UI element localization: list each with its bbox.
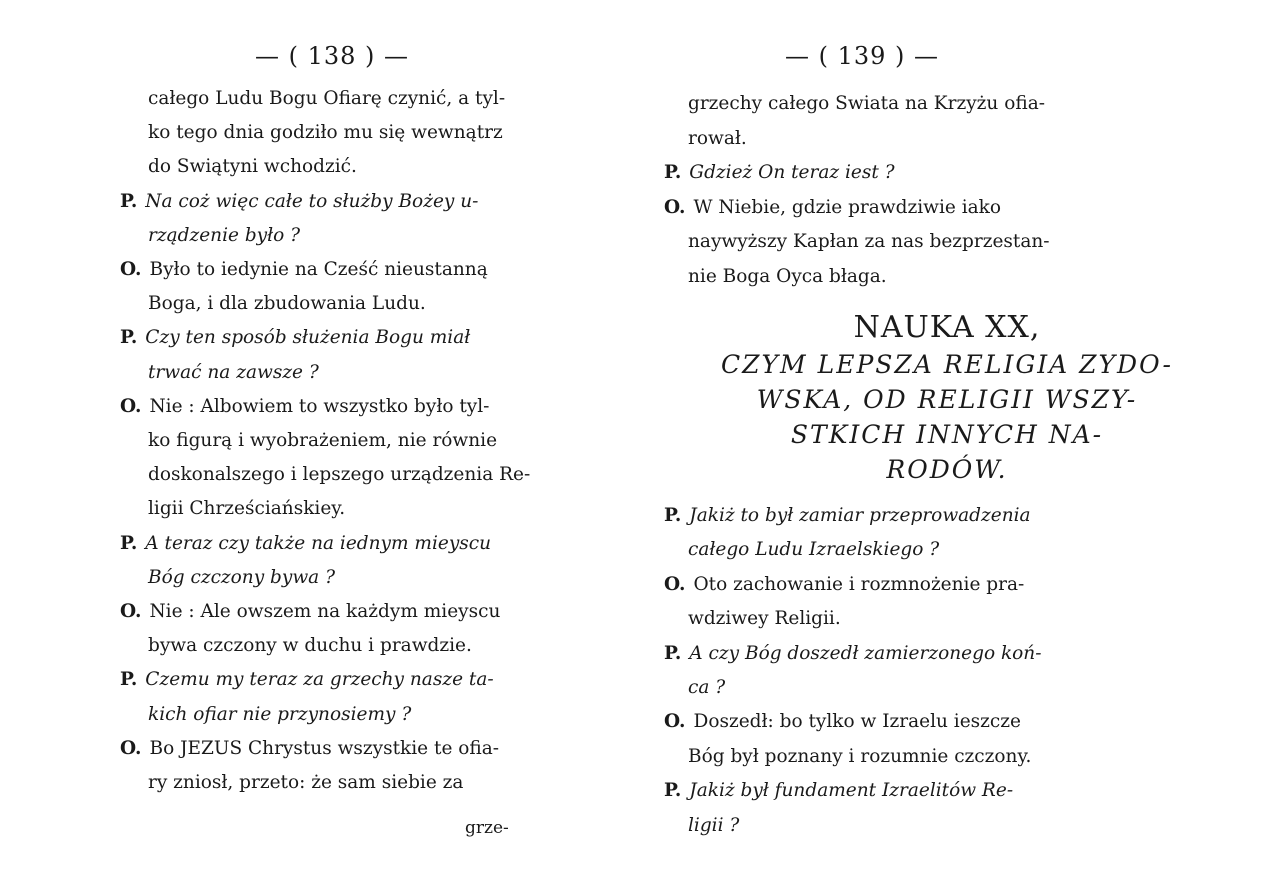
- lesson-subtitle-line: WSKA, OD RELIGII WSZY-: [756, 385, 1138, 414]
- text-line: [688, 541, 939, 560]
- text-line: [664, 782, 1013, 801]
- text-line: [688, 814, 740, 836]
- text-line: [148, 90, 505, 109]
- line-text: wdziwey Religii.: [688, 608, 841, 630]
- lesson-title: NAUKA XX,: [853, 310, 1041, 345]
- text-line: [688, 679, 725, 698]
- line-text: rządzenie było ?: [148, 224, 301, 246]
- question-marker: P.: [664, 642, 682, 664]
- page-number: — ( 139 ) —: [785, 42, 940, 70]
- text-line: [688, 610, 841, 629]
- line-text: ry zniosł, przeto: że sam siebie za: [148, 772, 464, 793]
- line-text: ligii ?: [688, 814, 740, 836]
- text-line: [148, 432, 497, 451]
- line-text: ko figurą i wyobrażeniem, nie równie: [148, 430, 498, 451]
- lesson-subtitle-line: CZYM LEPSZA RELIGIA ZYDO-: [721, 350, 1173, 379]
- line-text: ko tego dnia godziło mu się wewnątrz: [148, 122, 503, 144]
- line-text: ligii Chrześciańskiey.: [148, 498, 346, 520]
- line-text: Bo JEZUS Chrystus wszystkie te ofia-: [149, 737, 500, 759]
- text-line: [148, 500, 345, 519]
- answer-marker: O.: [664, 196, 686, 218]
- line-text: Nie : Ale owszem na każdym mieyscu: [149, 601, 501, 622]
- text-line: [688, 265, 887, 287]
- line-text: Bóg czczony bywa ?: [148, 566, 336, 588]
- line-text: do Swiątyni wchodzić.: [148, 156, 357, 178]
- answer-marker: O.: [120, 395, 142, 417]
- answer-marker: O.: [120, 601, 142, 622]
- text-line: [148, 295, 426, 314]
- text-line: [664, 164, 895, 183]
- line-text: Oto zachowanie i rozmnożenie pra-: [693, 573, 1025, 595]
- question-marker: P.: [120, 327, 138, 349]
- line-text: Czemu my teraz za grzechy nasze ta-: [145, 669, 494, 691]
- question-marker: P.: [120, 669, 138, 691]
- line-text: A teraz czy także na iednym mieyscu: [145, 532, 492, 554]
- line-text: doskonalszego i lepszego urządzenia Re-: [148, 464, 531, 486]
- page-number: — ( 138 ) —: [255, 42, 410, 70]
- question-marker: P.: [664, 505, 682, 526]
- question-marker: P.: [120, 190, 138, 212]
- text-line: [148, 566, 336, 588]
- question-marker: P.: [664, 162, 682, 183]
- text-line: [664, 573, 1025, 595]
- text-line: [688, 745, 1032, 767]
- line-text: Boga, i dla zbudowania Ludu.: [148, 293, 426, 315]
- text-line: [120, 603, 500, 622]
- text-line: [688, 233, 1050, 252]
- line-text: naywyższy Kapłan za nas bezprzestan-: [688, 231, 1050, 252]
- text-line: [120, 190, 479, 212]
- question-marker: P.: [664, 780, 682, 802]
- line-text: Doszedł: bo tylko w Izraelu ieszcze: [693, 711, 1021, 733]
- line-text: całego Ludu Bogu Ofiarę czynić, a tyl-: [148, 88, 506, 109]
- text-line: [664, 507, 1031, 526]
- lesson-subtitle-line: STKICH INNYCH NA-: [790, 420, 1104, 449]
- line-text: Było to iedynie na Cześć nieustanną: [149, 259, 488, 280]
- text-line: [688, 127, 747, 149]
- text-line: [120, 261, 488, 280]
- line-text: rował.: [688, 127, 747, 149]
- line-text: nie Boga Oyca błaga.: [688, 265, 887, 287]
- text-line: [148, 466, 530, 485]
- text-line: [664, 713, 1021, 732]
- line-text: Gdzież On teraz iest ?: [689, 162, 895, 183]
- line-text: Na coż więc całe to służby Bożey u-: [145, 190, 479, 212]
- line-text: A czy Bóg doszedł zamierzonego koń-: [689, 642, 1042, 664]
- text-line: [120, 671, 494, 690]
- text-line: [148, 124, 503, 143]
- line-text: bywa czczony w duchu i prawdzie.: [148, 635, 472, 657]
- right-page: [631, 0, 1263, 893]
- line-text: trwać na zawsze ?: [148, 361, 319, 383]
- line-text: Czy ten sposób służenia Bogu miał: [145, 327, 471, 349]
- text-line: [120, 329, 470, 348]
- line-text: ca ?: [688, 677, 726, 698]
- text-line: [148, 774, 463, 793]
- answer-marker: O.: [664, 711, 686, 733]
- line-text: Jakiż był fundament Izraelitów Re-: [689, 780, 1014, 802]
- question-marker: P.: [120, 532, 138, 554]
- line-text: całego Ludu Izraelskiego ?: [688, 539, 940, 561]
- text-line: [120, 532, 492, 554]
- line-text: kich ofiar nie przynosiemy ?: [148, 703, 412, 725]
- text-line: [688, 95, 1045, 114]
- answer-marker: O.: [120, 259, 142, 280]
- text-line: [120, 737, 500, 759]
- text-line: [148, 361, 319, 383]
- answer-marker: O.: [120, 737, 142, 759]
- line-text: Jakiż to był zamiar przeprowadzenia: [689, 505, 1031, 526]
- line-text: W Niebie, gdzie prawdziwie iako: [693, 196, 1002, 218]
- line-text: grzechy całego Swiata na Krzyżu ofia-: [688, 93, 1045, 114]
- text-line: [148, 637, 472, 656]
- left-page: [0, 0, 631, 893]
- text-line: [148, 224, 301, 246]
- line-text: Bóg był poznany i rozumnie czczony.: [688, 745, 1032, 767]
- text-line: [664, 642, 1042, 664]
- text-line: [664, 196, 1002, 218]
- lesson-subtitle-line: RODÓW.: [886, 455, 1008, 484]
- answer-marker: O.: [664, 573, 686, 595]
- catchword: grze-: [465, 818, 509, 838]
- text-line: [120, 395, 490, 417]
- line-text: Nie : Albowiem to wszystko było tyl-: [149, 395, 490, 417]
- text-line: [148, 158, 357, 177]
- text-line: [148, 703, 412, 725]
